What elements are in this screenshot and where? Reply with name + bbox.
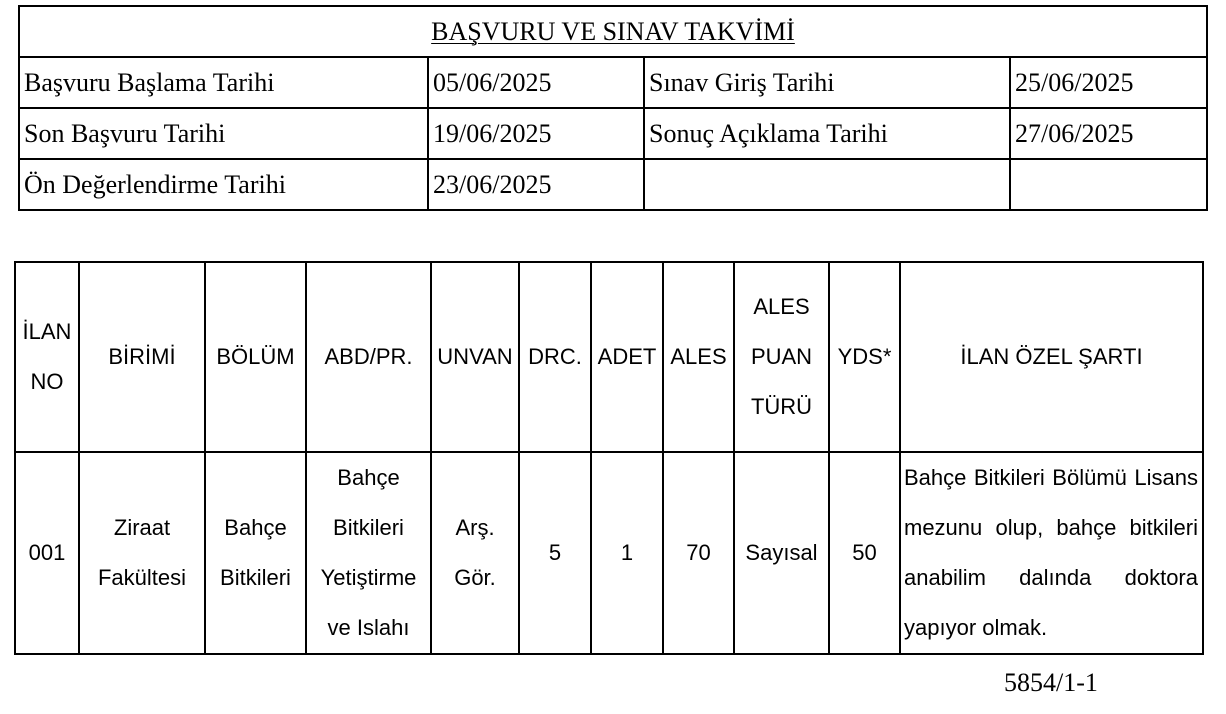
- header-ozel-sart: İLAN ÖZEL ŞARTI: [900, 262, 1203, 452]
- document-code: 5854/1-1: [1004, 668, 1098, 697]
- calendar-date: 27/06/2025: [1010, 108, 1207, 159]
- header-ales: ALES: [663, 262, 734, 452]
- calendar-row: [19, 57, 1207, 108]
- cell-yds: 50: [829, 452, 900, 654]
- cell-ales-puan-turu: Sayısal: [734, 452, 829, 654]
- calendar-label: Sonuç Açıklama Tarihi: [644, 108, 1010, 159]
- cell-drc: 5: [519, 452, 591, 654]
- calendar-date: 05/06/2025: [428, 57, 644, 108]
- header-drc: DRC.: [519, 262, 591, 452]
- calendar-row: [19, 159, 1207, 210]
- header-ales-puan-turu: ALES PUAN TÜRÜ: [734, 262, 829, 452]
- header-bolum: BÖLÜM: [205, 262, 306, 452]
- cell-adet: 1: [591, 452, 663, 654]
- header-adet: ADET: [591, 262, 663, 452]
- header-yds: YDS*: [829, 262, 900, 452]
- position-listing-table: [14, 261, 1204, 655]
- cell-birimi: Ziraat Fakültesi: [79, 452, 205, 654]
- calendar-date-empty: [1010, 159, 1207, 210]
- header-ilan-no: İLAN NO: [15, 262, 79, 452]
- header-unvan: UNVAN: [431, 262, 519, 452]
- cell-abd: Bahçe Bitkileri Yetiştirme ve Islahı: [306, 452, 431, 654]
- cell-unvan: Arş. Gör.: [431, 452, 519, 654]
- application-calendar-table: [18, 5, 1208, 211]
- listing-header-row: [15, 262, 1203, 452]
- calendar-date: 25/06/2025: [1010, 57, 1207, 108]
- cell-ales: 70: [663, 452, 734, 654]
- cell-ilan-no: 001: [15, 452, 79, 654]
- cell-bolum: Bahçe Bitkileri: [205, 452, 306, 654]
- calendar-label: Son Başvuru Tarihi: [19, 108, 428, 159]
- calendar-title: BAŞVURU VE SINAV TAKVİMİ: [19, 6, 1207, 57]
- calendar-label: Sınav Giriş Tarihi: [644, 57, 1010, 108]
- calendar-label: Ön Değerlendirme Tarihi: [19, 159, 428, 210]
- calendar-row: [19, 108, 1207, 159]
- header-abd: ABD/PR.: [306, 262, 431, 452]
- calendar-label: Başvuru Başlama Tarihi: [19, 57, 428, 108]
- calendar-date: 23/06/2025: [428, 159, 644, 210]
- calendar-label-empty: [644, 159, 1010, 210]
- listing-row: [15, 452, 1203, 654]
- cell-ozel-sart: Bahçe Bitkileri Bölümü Lisans mezunu olup, bahçe bitkileri anabilim dalında doktora yapıyor olmak.: [900, 452, 1203, 654]
- header-birimi: BİRİMİ: [79, 262, 205, 452]
- calendar-date: 19/06/2025: [428, 108, 644, 159]
